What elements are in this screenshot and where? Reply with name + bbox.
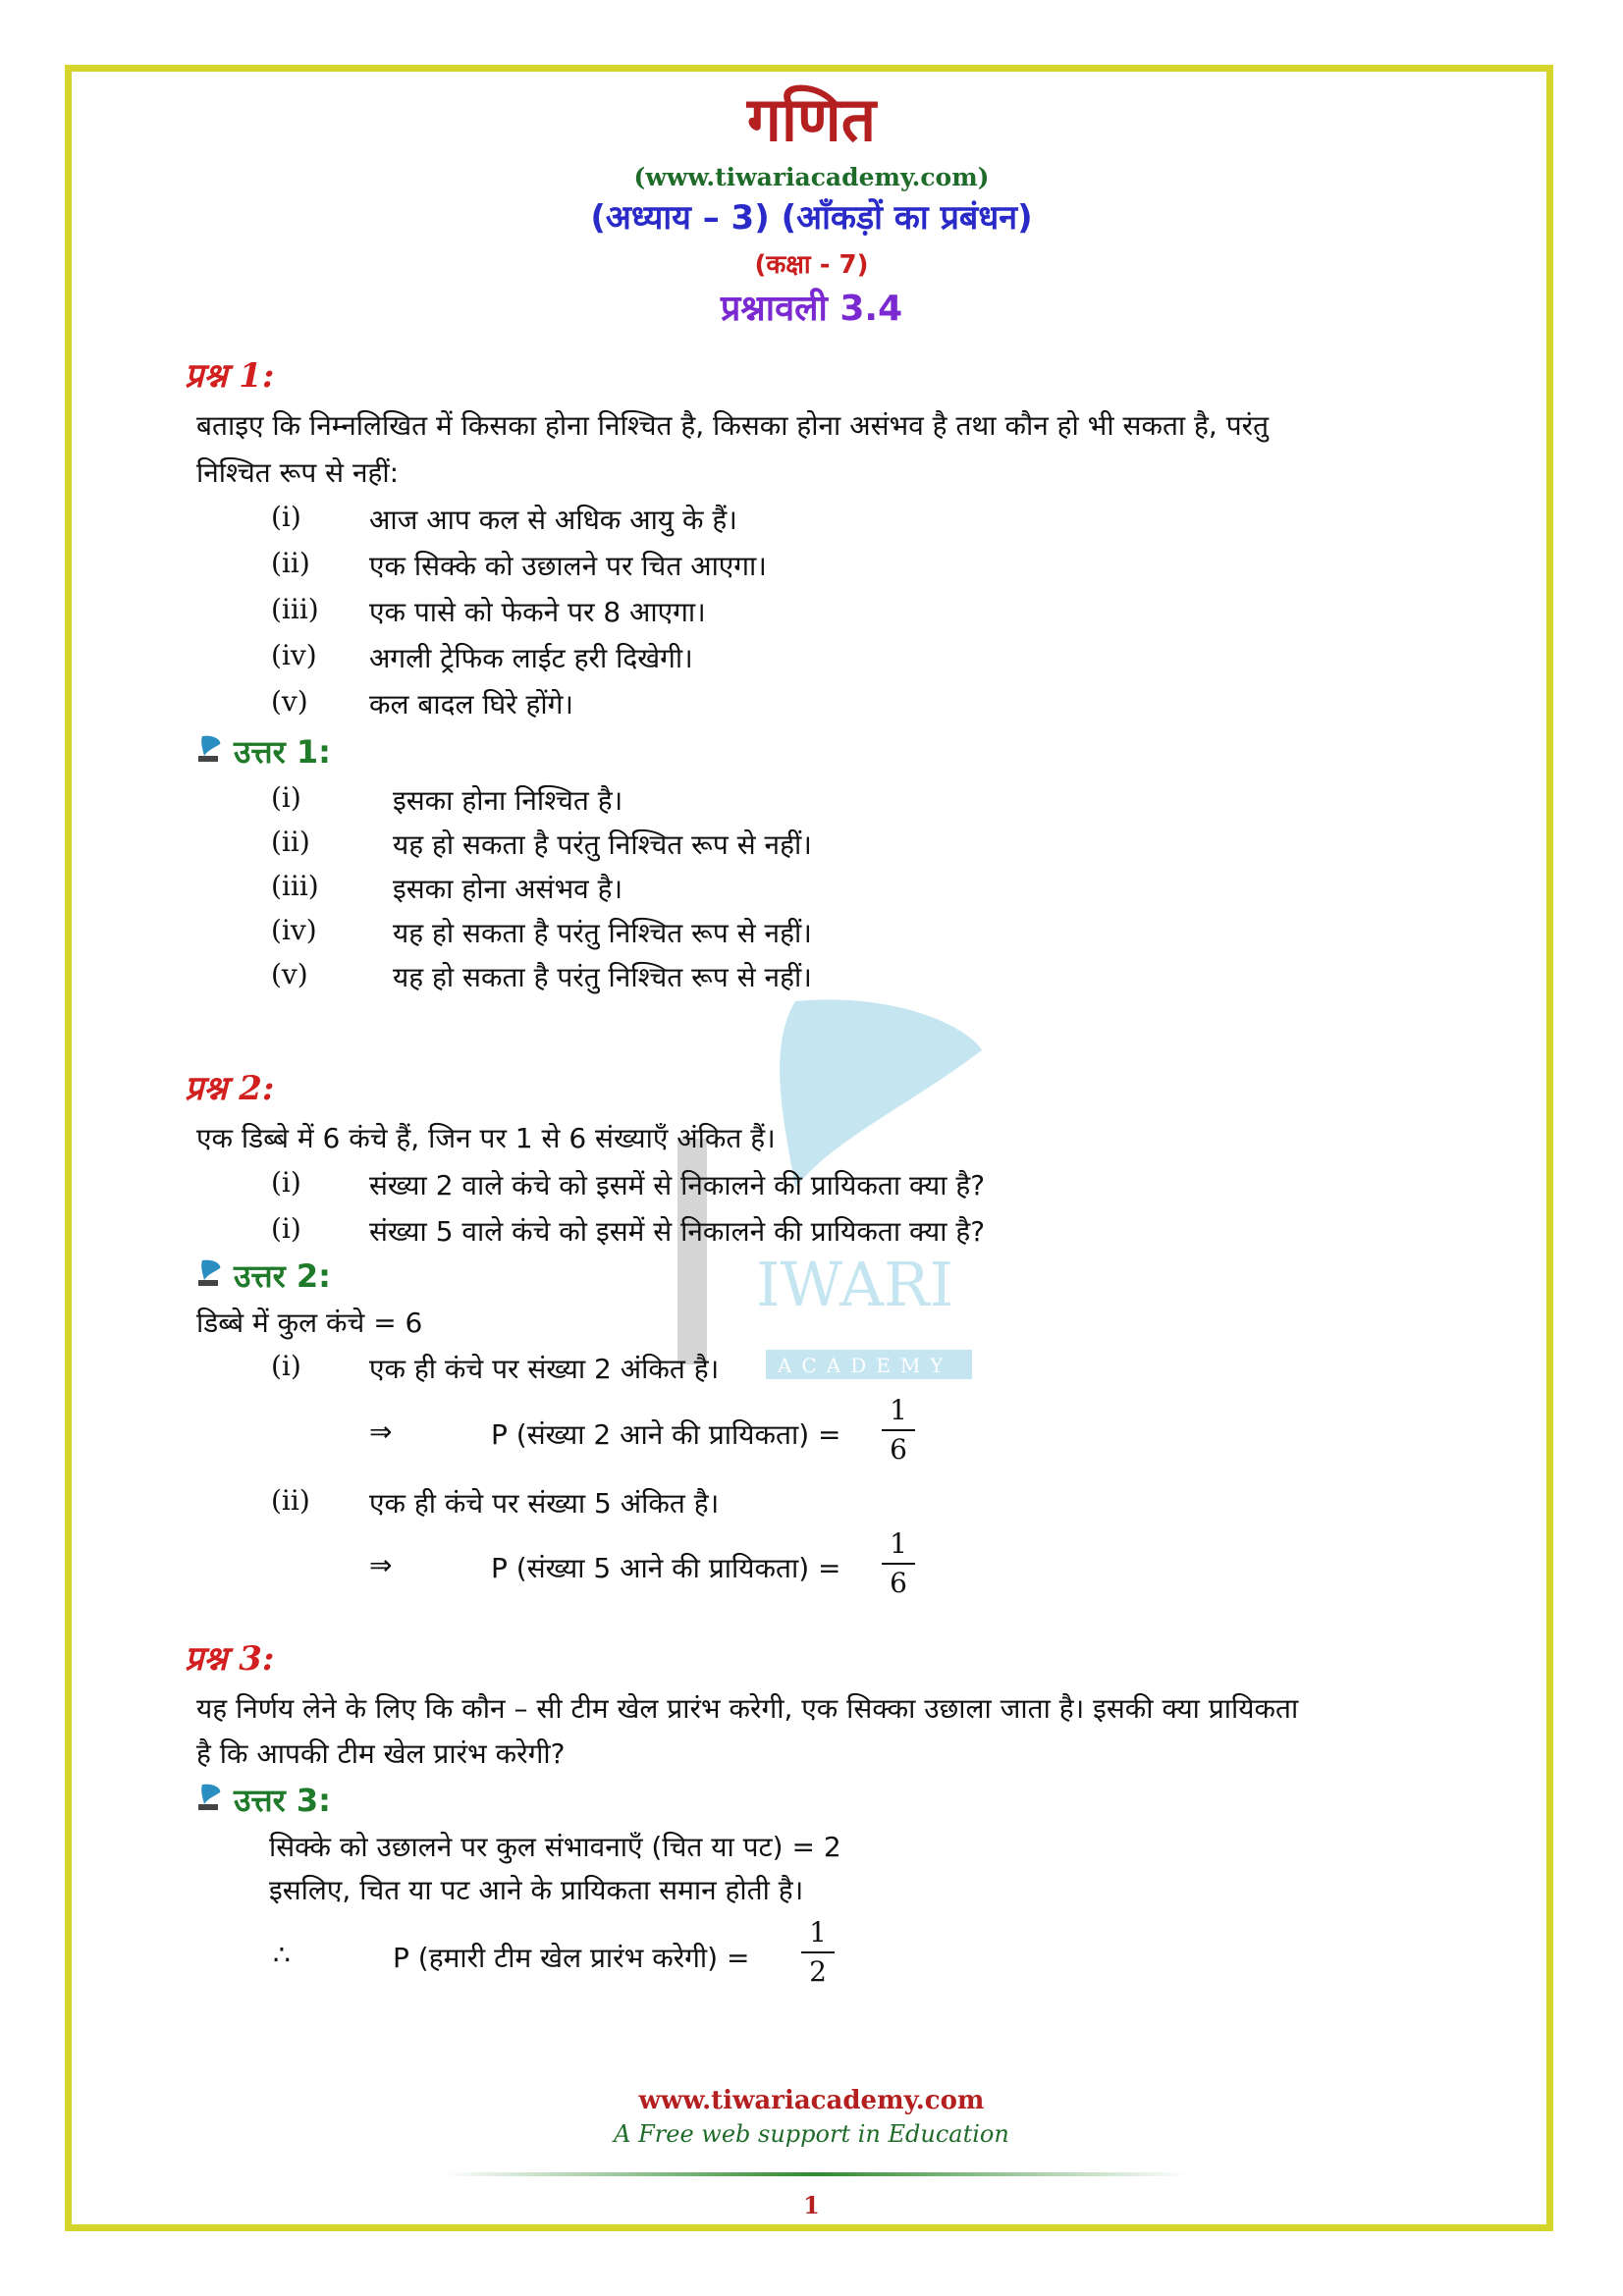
header-site: (www.tiwariacademy.com)	[633, 163, 990, 191]
implies-arrow: ⇒	[369, 1549, 393, 1581]
question-2-text: एक डिब्बे में 6 कंचे हैं, जिन पर 1 से 6 संख्याएँ अंकित हैं।	[196, 1122, 776, 1154]
watermark-word: IWARI	[756, 1249, 954, 1320]
tiwari-leaf-icon	[196, 734, 222, 764]
fraction-bar	[801, 1951, 835, 1953]
q1-item-label: (iii)	[271, 593, 319, 625]
a2-part2-label: (ii)	[271, 1484, 310, 1517]
fraction-one-half	[801, 1916, 835, 1989]
question-1-text-line1: बताइए कि निम्नलिखित में किसका होना निश्चित है, किसका होना असंभव है तथा कौन हो भी सकता है, परंतु	[196, 409, 1270, 442]
q1-item-label: (iv)	[271, 639, 317, 671]
fraction-one-sixth	[882, 1394, 915, 1467]
answer-2-total: डिब्बे में कुल कंचे = 6	[196, 1307, 423, 1339]
q1-item-label: (i)	[271, 501, 301, 533]
page-title: गणित	[746, 83, 877, 155]
q2-item-text: संख्या 5 वाले कंचे को इसमें से निकालने की प्रायिकता क्या है?	[369, 1215, 986, 1248]
class-label: (कक्षा - 7)	[754, 250, 869, 280]
fraction-numerator: 1	[890, 1527, 907, 1560]
question-3-text-line2: है कि आपकी टीम खेल प्रारंभ करेगी?	[196, 1737, 566, 1770]
answer-3-line2: इसलिए, चित या पट आने के प्रायिकता समान होती है।	[269, 1874, 804, 1906]
implies-arrow: ⇒	[369, 1415, 393, 1448]
q1-item-text: एक पासे को फेकने पर 8 आएगा।	[369, 596, 706, 628]
q1-item-label: (v)	[271, 685, 308, 718]
fraction-bar	[882, 1429, 915, 1431]
chapter-title: (अध्याय – 3) (आँकड़ों का प्रबंधन)	[590, 198, 1033, 238]
footer-tagline: A Free web support in Education	[614, 2120, 1009, 2148]
answer-3-expression: P (हमारी टीम खेल प्रारंभ करेगी) =	[393, 1942, 750, 1974]
a1-item-text: इसका होना असंभव है।	[393, 873, 623, 905]
page-number: 1	[803, 2191, 820, 2219]
footer-website-link[interactable]: www.tiwariacademy.com	[638, 2086, 985, 2115]
a1-item-label: (iv)	[271, 914, 317, 946]
answer-1-heading: उत्तर 1:	[234, 733, 331, 771]
fraction-numerator: 1	[809, 1916, 827, 1949]
a1-item-label: (v)	[271, 958, 308, 990]
a1-item-label: (ii)	[271, 826, 310, 858]
question-3-text-line1: यह निर्णय लेने के लिए कि कौन – सी टीम खेल प्रारंभ करेगी, एक सिक्का उछाला जाता है। इसकी क्या प्रायिकता	[196, 1692, 1299, 1725]
question-3-heading: प्रश्न 3:	[185, 1639, 275, 1679]
q1-item-text: आज आप कल से अधिक आयु के हैं।	[369, 504, 737, 536]
fraction-numerator: 1	[890, 1394, 907, 1426]
answer-3-line1: सिक्के को उछालने पर कुल संभावनाएँ (चित या पट) = 2	[269, 1831, 841, 1863]
a2-part1-expression: P (संख्या 2 आने की प्रायिकता) =	[491, 1418, 841, 1451]
fraction-one-sixth	[882, 1527, 915, 1600]
a1-item-text: यह हो सकता है परंतु निश्चित रूप से नहीं।	[393, 961, 812, 993]
a1-item-label: (iii)	[271, 870, 319, 902]
footer-divider	[442, 2172, 1188, 2176]
q1-item-text: अगली ट्रेफिक लाईट हरी दिखेगी।	[369, 642, 693, 674]
question-1-heading: प्रश्न 1:	[185, 356, 275, 396]
q1-item-text: कल बादल घिरे होंगे।	[369, 688, 574, 721]
q2-item-label: (i)	[271, 1166, 301, 1199]
q1-item-text: एक सिक्के को उछालने पर चित आएगा।	[369, 550, 767, 582]
q1-item-label: (ii)	[271, 547, 310, 579]
q2-item-text: संख्या 2 वाले कंचे को इसमें से निकालने की प्रायिकता क्या है?	[369, 1169, 986, 1201]
answer-3-heading: उत्तर 3:	[234, 1782, 331, 1819]
fraction-denominator: 6	[890, 1433, 907, 1466]
fraction-denominator: 6	[890, 1567, 907, 1599]
exercise-title: प्रश्नावली 3.4	[720, 289, 903, 329]
a2-part1-text: एक ही कंचे पर संख्या 2 अंकित है।	[369, 1353, 720, 1385]
a1-item-text: यह हो सकता है परंतु निश्चित रूप से नहीं।	[393, 917, 812, 949]
fraction-bar	[882, 1563, 915, 1565]
a2-part2-text: एक ही कंचे पर संख्या 5 अंकित है।	[369, 1487, 720, 1520]
watermark-sub: ACADEMY	[778, 1354, 953, 1377]
a1-item-text: यह हो सकता है परंतु निश्चित रूप से नहीं।	[393, 828, 812, 861]
q2-item-label: (i)	[271, 1212, 301, 1245]
watermark-leaf	[780, 999, 982, 1188]
fraction-denominator: 2	[809, 1955, 827, 1988]
a1-item-label: (i)	[271, 781, 301, 814]
question-1-text-line2: निश्चित रूप से नहीं:	[196, 456, 400, 489]
tiwari-leaf-icon	[196, 1258, 222, 1288]
answer-2-heading: उत्तर 2:	[234, 1257, 331, 1295]
a2-part2-expression: P (संख्या 5 आने की प्रायिकता) =	[491, 1552, 841, 1584]
a2-part1-label: (i)	[271, 1350, 301, 1382]
tiwari-leaf-icon	[196, 1783, 222, 1812]
therefore-symbol: ∴	[273, 1939, 291, 1971]
question-2-heading: प्रश्न 2:	[185, 1069, 275, 1108]
a1-item-text: इसका होना निश्चित है।	[393, 784, 623, 817]
